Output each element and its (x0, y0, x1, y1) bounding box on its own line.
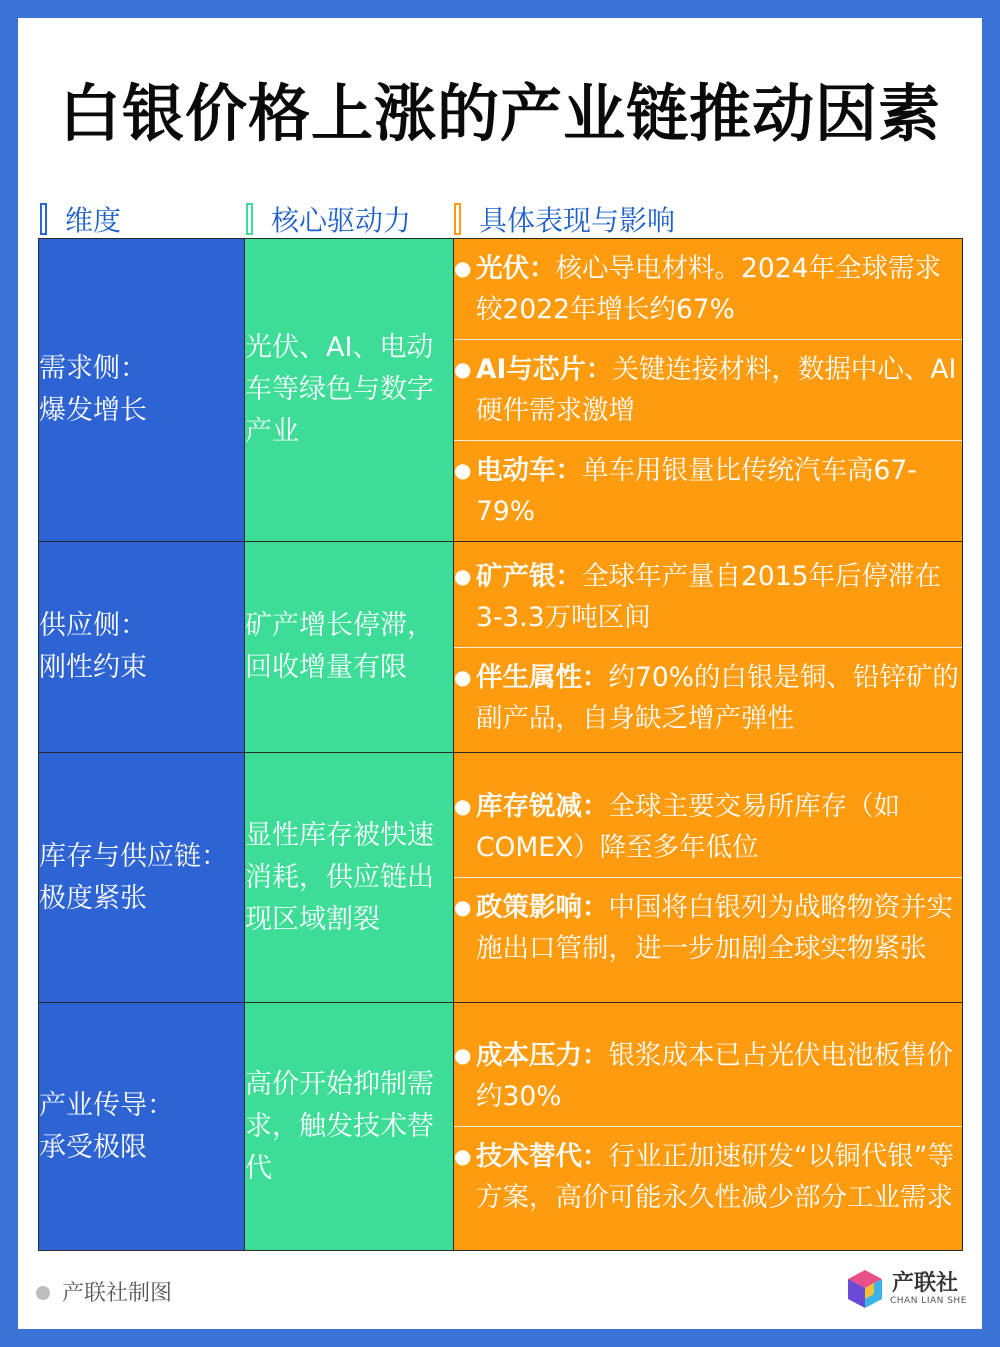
list-item (454, 877, 962, 978)
header-label: 具体表现与影响 (479, 204, 676, 237)
dimension-cell (39, 753, 245, 1003)
dimension-label: 产业传导： (39, 1089, 174, 1121)
effect-cell (454, 239, 963, 542)
item-key: 政策影响： (476, 892, 609, 923)
bullet-icon: ● (454, 458, 472, 482)
factor-table (38, 238, 963, 1251)
item-text: 核心导电材料。2024年全球需求较2022年增长约67% (476, 253, 941, 325)
dimension-label: 库存与供应链： (39, 840, 228, 872)
table-row (39, 753, 963, 1003)
header-marker-icon (246, 203, 253, 235)
dimension-label: 极度紧张 (39, 882, 147, 914)
list-item (454, 339, 962, 440)
item-text: 中国将白银列为战略物资并实施出口管制，进一步加剧全球实物紧张 (476, 892, 953, 964)
list-item (454, 777, 962, 877)
brand-name: 产联社 (892, 1271, 959, 1296)
item-key: 伴生属性： (476, 661, 609, 693)
header-driver (246, 194, 411, 244)
item-key: 库存锐减： (476, 791, 609, 822)
page-title: 白银价格上涨的产业链推动因素 (58, 77, 941, 150)
dimension-label: 需求侧： (39, 353, 147, 384)
effect-cell (454, 753, 963, 1003)
bullet-icon: ● (454, 1144, 472, 1168)
cube-logo-icon (844, 1268, 886, 1310)
bullet-icon: ● (454, 256, 472, 280)
brand-logo (844, 1264, 974, 1314)
dimension-label: 供应侧： (39, 610, 147, 641)
item-key: 技术替代： (476, 1141, 609, 1172)
item-text: 单车用银量比传统汽车高67-79% (476, 455, 917, 527)
item-text: 全球年产量自2015年后停滞在3-3.3万吨区间 (476, 560, 941, 633)
driver-cell: 显性库存被快速消耗，供应链出现区域割裂 (245, 753, 454, 1003)
list-item (454, 1126, 962, 1227)
header-marker-icon (454, 203, 461, 235)
footer-dot-icon (36, 1286, 50, 1300)
item-text: 全球主要交易所库存（如COMEX）降至多年低位 (476, 791, 900, 863)
driver-cell: 矿产增长停滞，回收增量有限 (245, 542, 454, 753)
list-item (454, 647, 962, 748)
item-key: AI与芯片： (476, 354, 613, 385)
item-key: 光伏： (476, 253, 556, 284)
list-item (454, 239, 962, 339)
effect-cell (454, 542, 963, 753)
table-row (39, 239, 963, 542)
dimension-label: 刚性约束 (39, 652, 147, 683)
driver-cell: 光伏、AI、电动车等绿色与数字产业 (245, 239, 454, 542)
bullet-icon: ● (454, 357, 472, 381)
header-effect (454, 194, 675, 244)
bullet-icon: ● (454, 794, 472, 818)
item-key: 成本压力： (476, 1040, 609, 1071)
infographic-card (18, 18, 982, 1329)
item-text: 行业正加速研发“以铜代银”等方案，高价可能永久性减少部分工业需求 (476, 1141, 954, 1213)
brand-subtitle: CHAN LIAN SHE (890, 1296, 967, 1306)
list-item (454, 547, 962, 647)
dimension-cell (39, 239, 245, 542)
bullet-icon: ● (454, 563, 472, 588)
item-text: 银浆成本已占光伏电池板售价约30% (476, 1040, 953, 1112)
header-marker-icon (40, 203, 47, 235)
header-label: 维度 (65, 204, 122, 237)
effect-cell (454, 1003, 963, 1251)
header-label: 核心驱动力 (271, 204, 412, 237)
list-item (454, 1026, 962, 1126)
bullet-icon: ● (454, 895, 472, 919)
dimension-label: 爆发增长 (39, 395, 147, 426)
table-row (39, 542, 963, 753)
list-item (454, 440, 962, 541)
bullet-icon: ● (454, 664, 472, 689)
dimension-label: 承受极限 (39, 1131, 147, 1163)
driver-cell: 高价开始抑制需求，触发技术替代 (245, 1003, 454, 1251)
dimension-cell (39, 542, 245, 753)
table-row (39, 1003, 963, 1251)
footer-credit: 产联社制图 (62, 1281, 173, 1306)
item-key: 矿产银： (476, 560, 582, 592)
item-key: 电动车： (476, 455, 582, 486)
dimension-cell (39, 1003, 245, 1251)
header-dimension (40, 194, 121, 244)
item-text: 关键连接材料，数据中心、AI硬件需求激增 (476, 354, 957, 426)
item-text: 约70%的白银是铜、铅锌矿的副产品，自身缺乏增产弹性 (476, 661, 959, 734)
bullet-icon: ● (454, 1043, 472, 1067)
